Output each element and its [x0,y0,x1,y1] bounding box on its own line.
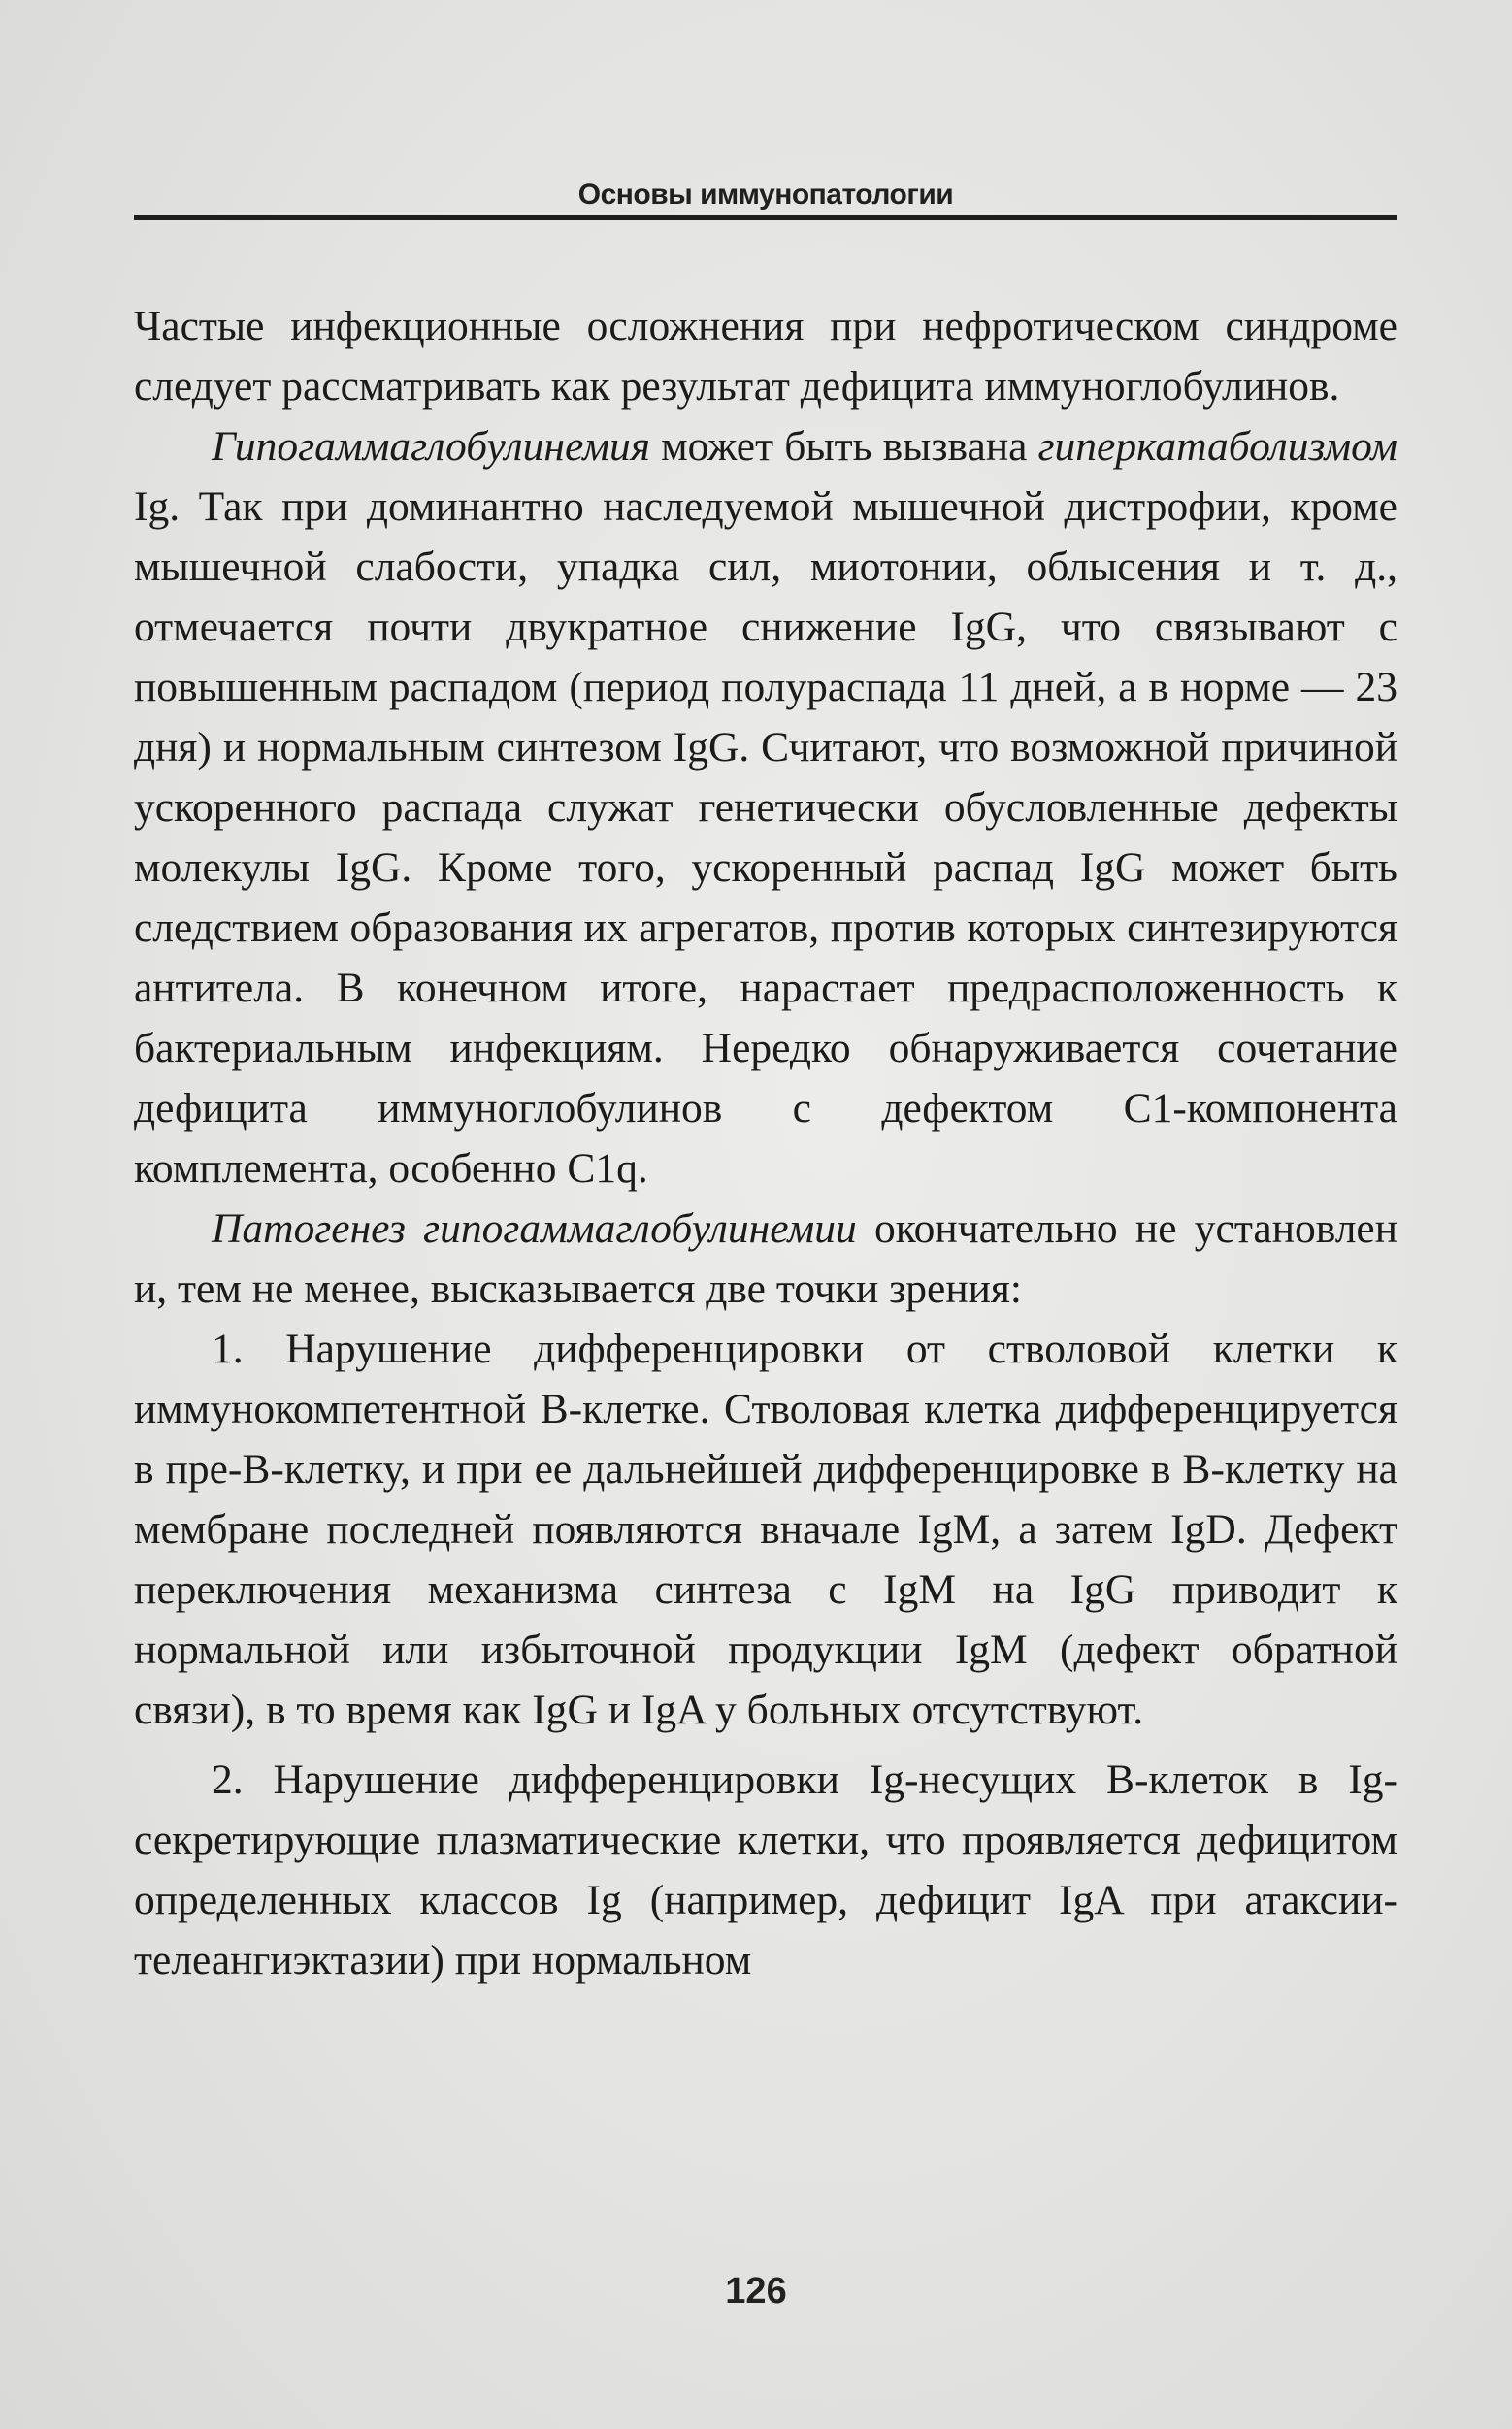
paragraph-2 [134,416,1397,1198]
paragraph-3 [134,1198,1397,1319]
term-hypogammaglobulinemia: Гипогаммаглобулинемия [212,423,650,470]
list-item-1: 1. Нарушение дифференцировки от стволовой клетки к иммунокомпетентной В-клетке. Стволовая клетка дифференцируется в пре-В-клетку, и при ее дальнейшей дифференцировке в В-клетку на мембране последней появляются вначале IgM, а затем IgD. Дефект переключения механизма синтеза с IgM на IgG приводит к нормальной или избыточной продукции IgM (дефект обратной связи), в то время как IgG и IgA у больных отсутствуют. [134,1326,1397,1733]
paragraph-1: Частые инфекционные осложнения при нефротическом синдроме следует рассматривать как результат дефицита иммуноглобулинов. [134,303,1397,410]
term-pathogenesis: Патогенез гипогаммаглобулинемии [212,1205,857,1252]
body-text [134,296,1397,1990]
paragraph-3-text: окончательно не установлен и, тем не менее, высказывается две точки зрения: [134,1205,1397,1312]
header-rule [134,215,1397,220]
running-head: Основы иммунопатологии [577,179,954,211]
paragraph-2-text-a: может быть вызвана [649,423,1038,470]
list-item-2: 2. Нарушение дифференцировки Ig-несущих В-клеток в Ig-секретирующие плазматические клетки, что проявляется дефицитом определенных классов Ig (например, дефицит IgA при атаксии-телеангиэктазии) при нормальном [134,1756,1397,1984]
paragraph-2-text-b: Ig. Так при доминантно наследуемой мышечной дистрофии, кроме мышечной слабости, упадка сил, миотонии, облысения и т. д., отмечается почти двукратное снижение IgG, что связывают с повышенным распадом (период полураспада 11 дней, а в норме — 23 дня) и нормальным синтезом IgG. Считают, что возможной причиной ускоренного распада служат генетически обусловленные дефекты молекулы IgG. Кроме того, ускоренный распад IgG может быть следствием образования их агрегатов, против которых синтезируются антитела. В конечном итоге, нарастает предрасположенность к бактериальным инфекциям. Нередко обнаруживается сочетание дефицита иммуноглобулинов с дефектом C1-компонента комплемента, особенно C1q. [134,483,1397,1192]
term-hypercatabolism: гиперкатаболизмом [1037,423,1397,470]
page-number: 126 [725,2271,787,2312]
